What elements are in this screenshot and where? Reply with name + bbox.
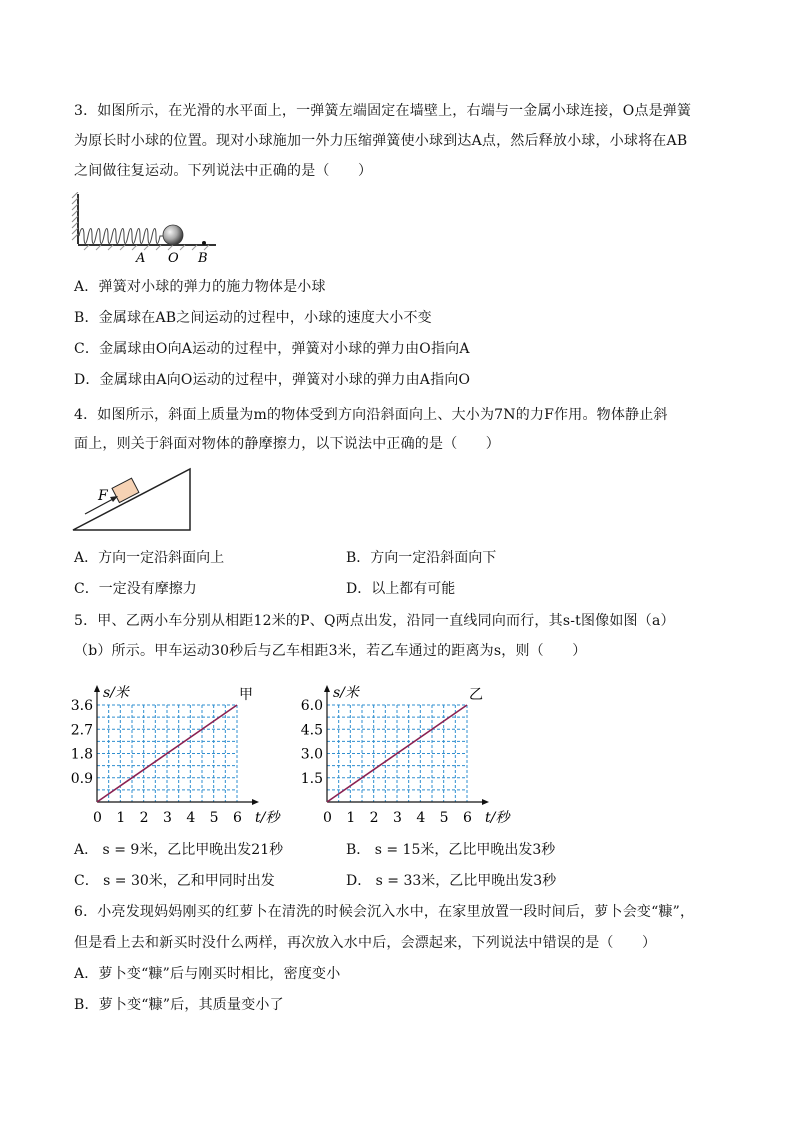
chart-b-y-axis-label: s/米 [333,685,359,701]
chart-a-y-tick-label: 3.6 [70,698,93,714]
label-a: A [136,251,146,264]
chart-a-y-tick-label: 1.8 [70,746,93,763]
chart-a-series-label: 甲 [239,687,253,703]
q4-option-b: B．方向一定沿斜面向下 [346,550,497,566]
q5-text-line2: （b）所示。甲车运动30秒后与乙车相距3米，若乙车通过的距离为s，则（ ） [74,643,587,659]
chart-b-y-tick-label: 1.5 [300,770,323,787]
chart-b-x-tick-label: 3 [393,810,402,826]
chart-a-x-tick-label: 3 [163,810,172,826]
incline-diagram [70,466,196,534]
q3-option-a: A．弹簧对小球的弹力的施力物体是小球 [74,279,326,295]
q4-text-line2: 面上，则关于斜面对物体的静摩擦力，以下说法中正确的是（ ） [74,436,500,452]
chart-a-jia [70,674,285,826]
chart-a-x-tick-label: 6 [233,810,242,826]
chart-b-yi [300,674,515,826]
chart-b-y-tick-label: 4.5 [300,722,323,739]
chart-a-y-arrow [94,685,100,692]
q5-option-c: C． s = 30米，乙和甲同时出发 [74,873,275,889]
label-b: B [198,251,208,264]
q6-text-line1: 6．小亮发现妈妈刚买的红萝卜在清洗的时候会沉入水中，在家里放置一段时间后，萝卜会变“糠”， [74,904,695,920]
q5-text-line1: 5．甲、乙两小车分别从相距12米的P、Q两点出发，沿同一直线同向而行，其s-t图像如图（a） [74,613,675,629]
q6-option-b: B．萝卜变“糠”后，其质量变小了 [74,997,284,1013]
q4-text-line1: 4．如图所示，斜面上质量为m的物体受到方向沿斜面向上、大小为7N的力F作用。物体静止斜 [74,407,668,423]
q3-text-line1: 3．如图所示，在光滑的水平面上，一弹簧左端固定在墙壁上，右端与一金属小球连接，O点是弹簧 [74,103,692,119]
q6-text-line2: 但是看上去和新买时没什么两样，再次放入水中后，会漂起来，下列说法中错误的是（ ） [74,935,657,951]
chart-b-x-tick-label: 5 [439,810,449,826]
q3-option-c: C．金属球由O向A运动的过程中，弹簧对小球的弹力由O指向A [74,341,470,357]
chart-b-x-tick-label: 2 [369,810,379,826]
q3-text-line2: 为原长时小球的位置。现对小球施加一外力压缩弹簧使小球到达A点，然后释放小球，小球将在AB [74,133,688,149]
chart-b-series-label: 乙 [469,687,483,703]
chart-b-x-tick-label: 1 [346,810,356,826]
chart-a-x-tick-label: 2 [139,810,149,826]
chart-b-y-arrow [324,685,330,692]
chart-a-x-axis-label: t/秒 [255,810,280,826]
q4-option-c: C．一定没有摩擦力 [74,581,197,597]
q3-text-line3: 之间做往复运动。下列说法中正确的是（ ） [74,163,373,179]
q5-option-d: D． s = 33米，乙比甲晚出发3秒 [346,873,557,889]
chart-a-x-tick-label: 5 [209,810,219,826]
label-o: O [168,251,179,264]
chart-b-x-tick-label: 4 [416,810,426,826]
chart-a-x-tick-label: 4 [186,810,196,826]
q4-option-a: A．方向一定沿斜面向上 [74,550,225,566]
q6-option-a: A．萝卜变“糠”后与刚买时相比，密度变小 [74,966,341,982]
chart-b-x-arrow [482,799,489,805]
chart-b-x-tick-label: 0 [323,810,332,826]
q5-option-b: B． s = 15米，乙比甲晚出发3秒 [346,842,556,858]
chart-a-y-axis-label: s/米 [103,685,129,701]
q5-option-a: A． s = 9米，乙比甲晚出发21秒 [74,842,284,858]
chart-a-x-arrow [252,799,259,805]
chart-b-x-axis-label: t/秒 [485,810,510,826]
chart-a-y-tick-label: 2.7 [70,722,93,739]
chart-a-x-tick-label: 0 [93,810,102,826]
label-f: F [98,488,108,504]
q3-option-d: D．金属球由A向O运动的过程中，弹簧对小球的弹力由A指向O [74,372,471,388]
chart-b-y-tick-label: 6.0 [300,698,323,714]
q4-option-d: D．以上都有可能 [346,581,456,597]
chart-b-y-tick-label: 3.0 [300,746,323,763]
chart-b-x-tick-label: 6 [463,810,472,826]
chart-a-y-tick-label: 0.9 [70,770,93,787]
chart-a-x-tick-label: 1 [116,810,126,826]
q3-option-b: B．金属球在AB之间运动的过程中，小球的速度大小不变 [74,310,432,326]
spring-ball-diagram [70,192,220,264]
